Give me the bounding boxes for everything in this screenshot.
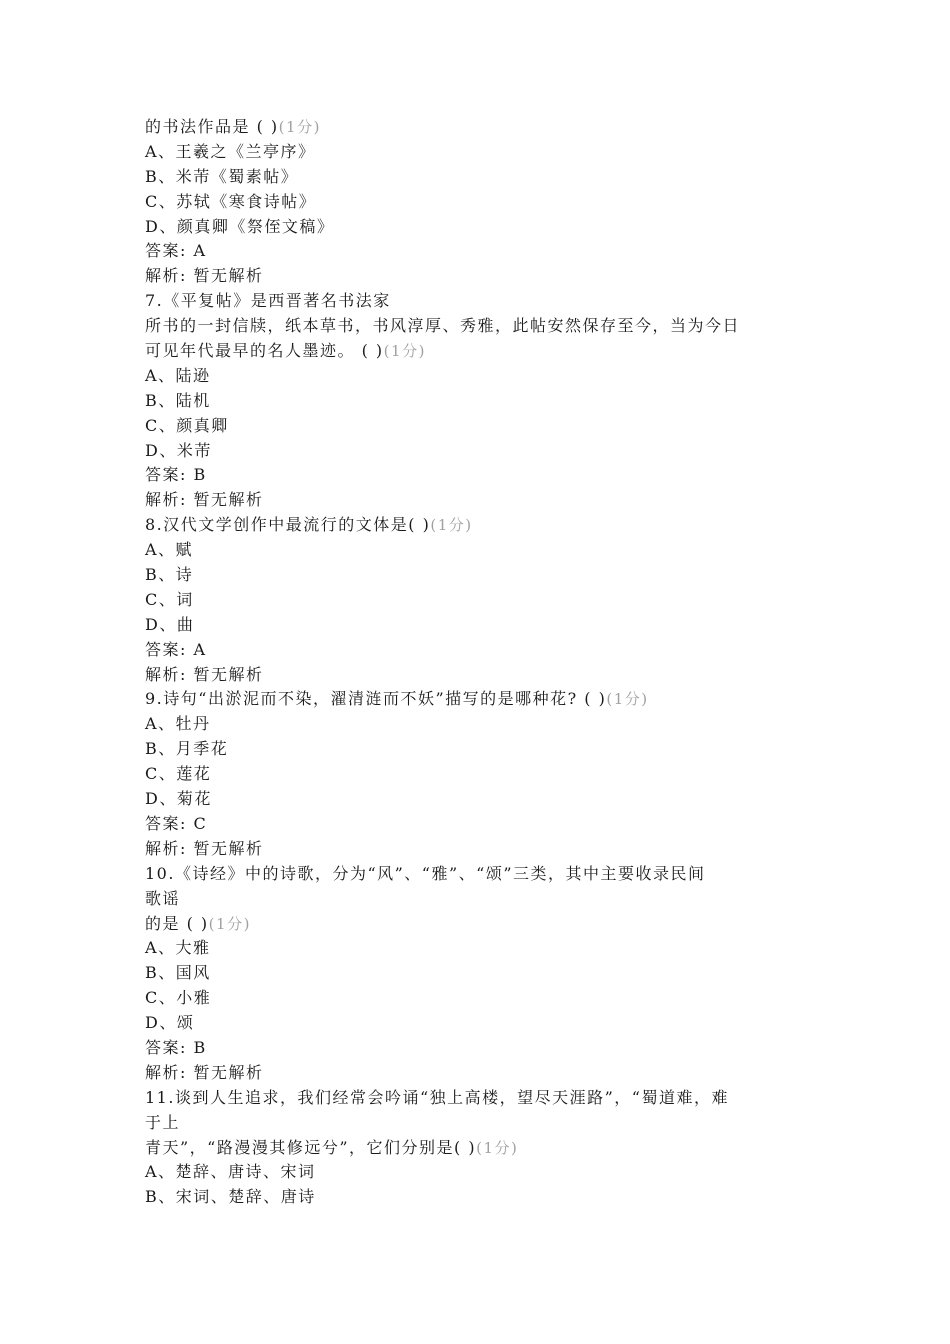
- text-line: [145, 538, 825, 563]
- line-text: 答案: C: [145, 813, 208, 833]
- line-text: 所书的一封信牍，纸本草书，书风淳厚、秀雅，此帖安然保存至今，当为今日: [145, 316, 741, 336]
- text-line: [145, 638, 825, 663]
- line-text: 11.谈到人生追求，我们经常会吟诵“独上高楼，望尽天涯路”，“蜀道难，难: [145, 1087, 729, 1107]
- score-label: (1分): [476, 1138, 519, 1157]
- text-line: [145, 837, 825, 862]
- score-label: (1分): [430, 516, 473, 535]
- score-label: (1分): [208, 914, 251, 933]
- line-text: C、莲花: [145, 764, 212, 784]
- line-text: 解析: 暂无解析: [145, 838, 264, 858]
- text-line: [145, 314, 825, 339]
- text-line: [145, 439, 825, 464]
- line-text: C、苏轼《寒食诗帖》: [145, 191, 317, 211]
- line-text: D、颜真卿《祭侄文稿》: [145, 216, 335, 236]
- text-line: [145, 414, 825, 439]
- text-line: [145, 737, 825, 762]
- text-line: [145, 289, 825, 314]
- text-line: [145, 936, 825, 961]
- line-text: A、王羲之《兰亭序》: [145, 141, 316, 161]
- line-text: B、陆机: [145, 390, 211, 410]
- line-text: A、大雅: [145, 938, 211, 958]
- text-line: [145, 887, 825, 912]
- line-text: D、颂: [145, 1013, 195, 1033]
- score-label: (1分): [383, 342, 426, 361]
- text-line: [145, 712, 825, 737]
- text-line: [145, 961, 825, 986]
- line-text: 9.诗句“出淤泥而不染，濯清涟而不妖”描写的是哪种花? ( ): [145, 689, 607, 709]
- line-text: 8.汉代文学创作中最流行的文体是( ): [145, 515, 431, 535]
- text-line: [145, 364, 825, 389]
- text-line: [145, 1185, 825, 1210]
- text-line: [145, 588, 825, 613]
- text-line: [145, 1011, 825, 1036]
- text-line: [145, 862, 825, 887]
- text-line: [145, 389, 825, 414]
- line-text: B、宋词、楚辞、唐诗: [145, 1187, 316, 1207]
- text-line: [145, 1111, 825, 1136]
- line-text: A、牡丹: [145, 714, 211, 734]
- line-text: 解析: 暂无解析: [145, 1062, 264, 1082]
- line-text: 青天”，“路漫漫其修远兮”，它们分别是( ): [145, 1137, 477, 1157]
- line-text: A、陆逊: [145, 365, 211, 385]
- text-line: [145, 912, 825, 937]
- line-text: 10.《诗经》中的诗歌，分为“风”、“雅”、“颂”三类，其中主要收录民间: [145, 863, 706, 883]
- line-text: A、楚辞、唐诗、宋词: [145, 1162, 316, 1182]
- score-label: (1分): [606, 690, 649, 709]
- score-label: (1分): [278, 118, 321, 136]
- text-line: [145, 140, 825, 165]
- line-text: 7.《平复帖》是西晋著名书法家: [145, 291, 391, 311]
- line-text: 解析: 暂无解析: [145, 266, 264, 286]
- document-page: [145, 115, 825, 1210]
- text-line: [145, 663, 825, 688]
- text-line: [145, 563, 825, 588]
- text-line: [145, 1160, 825, 1185]
- line-text: C、颜真卿: [145, 415, 229, 435]
- text-line: [145, 812, 825, 837]
- text-line: [145, 264, 825, 289]
- text-line: [145, 762, 825, 787]
- line-text: C、小雅: [145, 988, 212, 1008]
- text-line: [145, 787, 825, 812]
- line-text: B、国风: [145, 963, 211, 983]
- text-line: [145, 190, 825, 215]
- text-line: [145, 1086, 825, 1111]
- line-text: 的书法作品是 ( ): [145, 117, 279, 136]
- line-text: D、曲: [145, 614, 195, 634]
- text-line: [145, 488, 825, 513]
- text-line: [145, 115, 825, 140]
- text-line: [145, 215, 825, 240]
- text-line: [145, 463, 825, 488]
- text-line: [145, 513, 825, 538]
- text-line: [145, 613, 825, 638]
- line-text: D、菊花: [145, 789, 212, 809]
- text-line: [145, 165, 825, 190]
- line-text: 解析: 暂无解析: [145, 664, 264, 684]
- line-text: B、月季花: [145, 739, 229, 759]
- line-text: A、赋: [145, 540, 194, 560]
- line-text: 可见年代最早的名人墨迹。 ( ): [145, 341, 384, 361]
- text-line: [145, 1136, 825, 1161]
- text-line: [145, 986, 825, 1011]
- line-text: 答案: B: [145, 1037, 207, 1057]
- line-text: 于上: [145, 1112, 181, 1132]
- text-line: [145, 1061, 825, 1086]
- text-line: [145, 339, 825, 364]
- line-text: 解析: 暂无解析: [145, 490, 264, 510]
- text-line: [145, 239, 825, 264]
- line-text: 答案: A: [145, 639, 207, 659]
- line-text: 答案: A: [145, 241, 207, 261]
- text-line: [145, 687, 825, 712]
- line-text: 答案: B: [145, 465, 207, 485]
- line-text: 的是 ( ): [145, 913, 209, 933]
- text-line: [145, 1036, 825, 1061]
- line-text: C、词: [145, 589, 194, 609]
- line-text: D、米芾: [145, 440, 212, 460]
- line-text: 歌谣: [145, 888, 181, 908]
- line-text: B、诗: [145, 565, 194, 585]
- line-text: B、米芾《蜀素帖》: [145, 166, 299, 186]
